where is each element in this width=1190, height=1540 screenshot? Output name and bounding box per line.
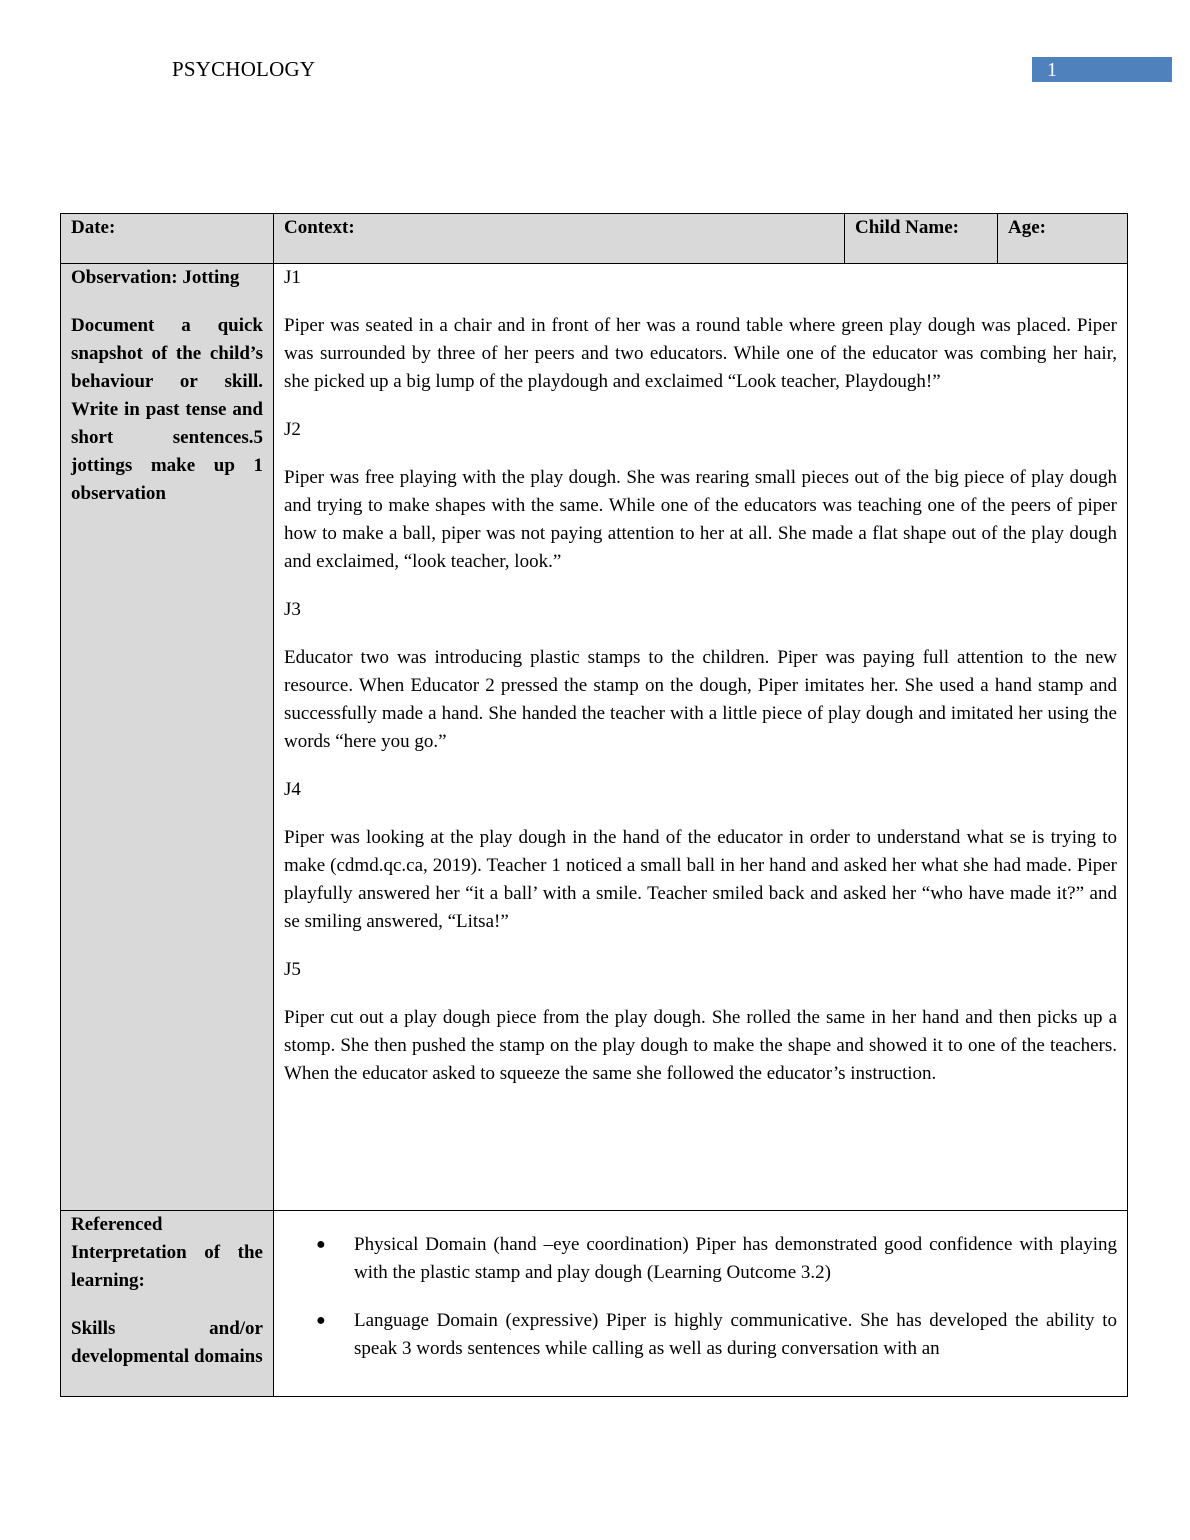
jotting-heading: J1 [284,267,301,288]
list-item-text: Language Domain (expressive) Piper is highly communicative. She has developed the ability to speak 3 words sentences while calling as well as during conversation with an [354,1310,1117,1359]
table-header-row [61,214,1128,264]
page-number: 1 [1047,59,1057,81]
jotting-heading: J3 [284,599,301,620]
date-header-cell [61,214,274,264]
bullet-icon: ● [316,1236,326,1253]
child-name-label: Child Name: [855,217,959,238]
jotting-text: Piper was seated in a chair and in front of her was a round table where green play dough was placed. Piper was surrounded by three of her peers and two educators. While one of the educator was combing her hair, she picked up a big lump of the playdough and exclaimed “Look teacher, Playdough!” [284,315,1117,392]
page-number-box [1032,57,1172,82]
interpretation-label-description: Skills and/or developmental domains [71,1318,263,1367]
observation-table [60,213,1128,1397]
child-name-header-cell [845,214,998,264]
list-item-text: Physical Domain (hand –eye coordination) Piper has demonstrated good confidence with playing with the plastic stamp and play dough (Learning Outcome 3.2) [354,1234,1117,1283]
context-label: Context: [284,217,355,238]
observation-label-title: Observation: Jotting [71,267,240,288]
jotting-heading: J4 [284,779,301,800]
interpretation-row [61,1211,1128,1397]
jotting-text: Piper cut out a play dough piece from the play dough. She rolled the same in her hand and then picks up a stomp. She then pushed the stamp on the play dough to make the shape and showed it to one of the teachers. When the educator asked to squeeze the same she followed the educator’s instruction. [284,1007,1117,1084]
interpretation-label-title: Referenced Interpretation of the learning: [71,1214,263,1291]
age-header-cell [998,214,1128,264]
observation-content-cell [274,264,1128,1211]
observation-row [61,264,1128,1211]
jotting-text: Piper was looking at the play dough in the hand of the educator in order to understand what se is trying to make (cdmd.qc.ca, 2019). Teacher 1 noticed a small ball in her hand and asked her what she had made. Piper playfully answered her “it a ball’ with a smile. Teacher smiled back and asked her “who have made it?” and se smiling answered, “Litsa!” [284,827,1117,932]
jotting-heading: J5 [284,959,301,980]
jotting-text: Piper was free playing with the play dough. She was rearing small pieces out of the big piece of play dough and trying to make shapes with the same. While one of the educators was teaching one of the peers of piper how to make a ball, piper was not paying attention to her at all. She made a flat shape out of the play dough and exclaimed, “look teacher, look.” [284,467,1117,572]
domain-bullet-list [284,1231,1117,1363]
age-label: Age: [1008,217,1046,238]
running-header-title: PSYCHOLOGY [172,57,316,81]
list-item [316,1231,1117,1287]
observation-label-cell [61,264,274,1211]
jotting-text: Educator two was introducing plastic stamps to the children. Piper was paying full attention to the new resource. When Educator 2 pressed the stamp on the dough, Piper imitates her. She used a hand stamp and successfully made a hand. She handed the teacher with a little piece of play dough and imitated her using the words “here you go.” [284,647,1117,752]
jotting-heading: J2 [284,419,301,440]
context-header-cell [274,214,845,264]
observation-label-description: Document a quick snapshot of the child’s behaviour or skill. Write in past tense and short sentences.5 jottings make up 1 observation [71,315,263,504]
date-label: Date: [71,217,116,238]
interpretation-label-cell [61,1211,274,1397]
bullet-icon: ● [316,1312,326,1329]
interpretation-content-cell [274,1211,1128,1397]
list-item [316,1307,1117,1363]
